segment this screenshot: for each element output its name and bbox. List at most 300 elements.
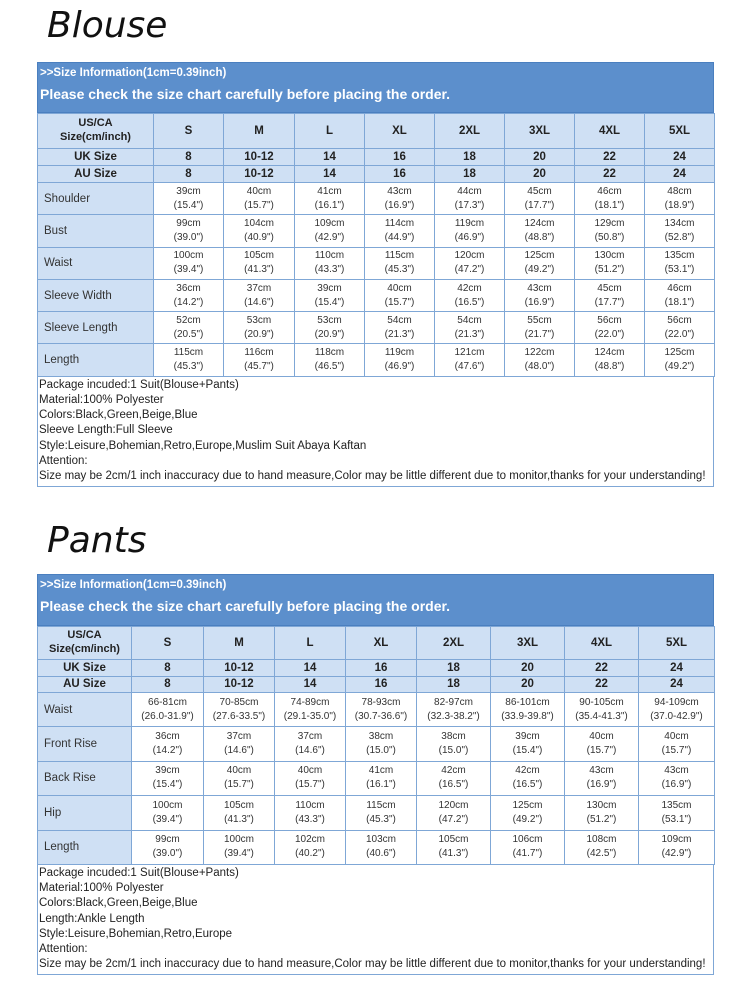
uk-size-cell: 22 xyxy=(575,149,645,166)
uk-size-cell: 8 xyxy=(132,660,204,677)
measurement-inch: (40.9") xyxy=(244,231,274,243)
measurement-cm: 82-97cm xyxy=(434,696,473,708)
size-header-label-line: Size(cm/inch) xyxy=(60,131,131,143)
measurement-cell xyxy=(565,727,639,761)
measurement-row xyxy=(38,247,715,279)
measurement-row xyxy=(38,761,715,795)
measurement-cell xyxy=(575,247,645,279)
measurement-inch: (42.9") xyxy=(314,231,345,243)
measurement-cm: 40cm xyxy=(226,765,252,777)
measurement-cm: 54cm xyxy=(457,314,482,326)
measurement-cm: 43cm xyxy=(387,185,412,197)
measurement-cm: 36cm xyxy=(155,731,180,743)
measurement-cell xyxy=(204,830,275,864)
measurement-cm: 121cm xyxy=(454,347,485,359)
measurement-cell xyxy=(275,761,346,795)
measurement-inch: (44.9") xyxy=(384,231,415,243)
size-header-label-line: Size(cm/inch) xyxy=(49,643,120,655)
measurement-cell xyxy=(435,344,505,376)
au-size-cell: 10-12 xyxy=(224,166,295,183)
measurement-inch: (14.6") xyxy=(224,745,254,757)
measurement-cell xyxy=(204,761,275,795)
uk-size-cell: 10-12 xyxy=(224,149,295,166)
measurement-cm: 120cm xyxy=(438,799,469,811)
measurement-cm: 115cm xyxy=(173,347,204,359)
measurement-inch: (15.7") xyxy=(661,745,692,757)
measurement-cm: 42cm xyxy=(457,282,482,294)
measurement-inch: (41.3") xyxy=(438,848,469,860)
measurement-inch: (17.7") xyxy=(524,199,555,211)
measurement-cell xyxy=(565,830,639,864)
au-size-cell: 24 xyxy=(645,166,715,183)
note-line: Package incuded:1 Suit(Blouse+Pants) xyxy=(39,866,239,879)
measurement-cell xyxy=(154,247,224,279)
measurement-cell xyxy=(346,796,417,830)
measurement-cm: 135cm xyxy=(664,250,695,262)
measurement-cell xyxy=(154,183,224,215)
measurement-cm: 110cm xyxy=(314,250,345,262)
blouse-check-notice: Please check the size chart carefully before placing the order. xyxy=(40,86,451,102)
blouse-notes xyxy=(37,377,714,487)
measurement-cm: 54cm xyxy=(387,314,412,326)
measurement-cell xyxy=(645,312,715,344)
measurement-inch: (14.6") xyxy=(244,296,274,308)
measurement-cm: 105cm xyxy=(438,834,469,846)
measurement-inch: (15.7") xyxy=(295,779,325,791)
measurement-cell xyxy=(639,830,715,864)
measurement-inch: (42.5") xyxy=(586,848,617,860)
measurement-cell xyxy=(639,693,715,727)
measurement-cm: 110cm xyxy=(295,799,325,811)
measurement-cm: 41cm xyxy=(317,185,342,197)
measurement-inch: (16.1") xyxy=(366,779,396,791)
measurement-cell xyxy=(224,344,295,376)
blouse-banner xyxy=(37,62,714,113)
au-size-cell: 20 xyxy=(505,166,575,183)
measurement-inch: (16.9") xyxy=(384,199,415,211)
au-size-cell: 24 xyxy=(639,676,715,693)
measurement-cm: 43cm xyxy=(527,282,552,294)
size-header-label xyxy=(38,114,154,149)
measurement-cell xyxy=(346,727,417,761)
au-size-cell: 14 xyxy=(275,676,346,693)
measurement-cm: 109cm xyxy=(314,217,345,229)
measurement-cm: 90-105cm xyxy=(579,696,624,708)
pants-check-notice: Please check the size chart carefully before placing the order. xyxy=(40,598,451,614)
measurement-cm: 119cm xyxy=(454,217,485,229)
uk-size-cell: 14 xyxy=(275,660,346,677)
measurement-inch: (49.2") xyxy=(664,361,695,373)
measurement-cell xyxy=(132,796,204,830)
au-size-row xyxy=(38,166,715,183)
au-size-cell: 18 xyxy=(435,166,505,183)
measurement-inch: (21.3") xyxy=(384,328,415,340)
measurement-cm: 40cm xyxy=(589,731,614,743)
measurement-inch: (43.3") xyxy=(295,813,325,825)
note-line: Material:100% Polyester xyxy=(39,882,164,895)
size-header-row xyxy=(38,114,715,149)
uk-size-cell: 24 xyxy=(639,660,715,677)
uk-size-cell: 16 xyxy=(346,660,417,677)
measurement-inch: (18.1") xyxy=(664,296,695,308)
measurement-cell xyxy=(275,830,346,864)
measurement-cell xyxy=(295,279,365,311)
uk-size-cell: 18 xyxy=(435,149,505,166)
measurement-cell xyxy=(417,693,491,727)
measurement-cm: 120cm xyxy=(454,250,485,262)
note-line: Material:100% Polyester xyxy=(39,393,164,406)
measurement-label: Sleeve Width xyxy=(38,279,154,311)
measurement-cm: 40cm xyxy=(246,185,272,197)
measurement-inch: (46.9") xyxy=(384,361,415,373)
measurement-cell xyxy=(295,215,365,247)
size-header-cell: 4XL xyxy=(575,114,645,149)
au-size-cell: 10-12 xyxy=(204,676,275,693)
measurement-cm: 103cm xyxy=(365,834,396,846)
au-size-cell: 16 xyxy=(365,166,435,183)
measurement-inch: (45.3") xyxy=(384,264,415,276)
measurement-cell xyxy=(365,279,435,311)
measurement-row xyxy=(38,215,715,247)
measurement-row xyxy=(38,727,715,761)
measurement-cm: 52cm xyxy=(176,314,201,326)
measurement-inch: (45.3") xyxy=(366,813,396,825)
measurement-cell xyxy=(224,215,295,247)
measurement-cell xyxy=(154,215,224,247)
size-header-label xyxy=(38,627,132,660)
measurement-inch: (16.5") xyxy=(438,779,469,791)
au-size-cell: 14 xyxy=(295,166,365,183)
measurement-row xyxy=(38,693,715,727)
measurement-inch: (16.9") xyxy=(524,296,555,308)
measurement-cm: 114cm xyxy=(384,217,415,229)
au-size-cell: 22 xyxy=(565,676,639,693)
size-header-cell: 2XL xyxy=(435,114,505,149)
measurement-cm: 37cm xyxy=(226,731,252,743)
pants-size-chart xyxy=(37,574,714,975)
uk-size-label: UK Size xyxy=(38,660,132,677)
measurement-cell xyxy=(224,279,295,311)
measurement-row xyxy=(38,796,715,830)
measurement-cm: 104cm xyxy=(243,217,274,229)
measurement-cm: 36cm xyxy=(176,282,201,294)
measurement-cm: 108cm xyxy=(586,834,617,846)
size-header-cell: 3XL xyxy=(505,114,575,149)
measurement-row xyxy=(38,830,715,864)
measurement-cm: 119cm xyxy=(384,347,415,359)
measurement-cell xyxy=(575,344,645,376)
measurement-cell xyxy=(204,796,275,830)
measurement-cell xyxy=(224,247,295,279)
measurement-label: Front Rise xyxy=(38,727,132,761)
measurement-cm: 56cm xyxy=(597,314,622,326)
measurement-label: Waist xyxy=(38,247,154,279)
measurement-cell xyxy=(505,215,575,247)
measurement-inch: (16.5") xyxy=(512,779,543,791)
measurement-inch: (48.0") xyxy=(524,361,555,373)
measurement-cm: 37cm xyxy=(297,731,323,743)
measurement-cm: 45cm xyxy=(527,185,552,197)
uk-size-cell: 10-12 xyxy=(204,660,275,677)
measurement-cell xyxy=(275,796,346,830)
measurement-cell xyxy=(575,183,645,215)
measurement-cm: 99cm xyxy=(176,217,201,229)
note-line: Attention: xyxy=(39,454,88,467)
measurement-cell xyxy=(645,215,715,247)
measurement-inch: (21.3") xyxy=(454,328,485,340)
measurement-cm: 99cm xyxy=(155,834,180,846)
uk-size-cell: 8 xyxy=(154,149,224,166)
measurement-cell xyxy=(365,344,435,376)
measurement-inch: (45.3") xyxy=(173,361,204,373)
measurement-cm: 43cm xyxy=(664,765,689,777)
measurement-cell xyxy=(417,830,491,864)
measurement-cm: 40cm xyxy=(297,765,323,777)
measurement-cm: 130cm xyxy=(586,799,617,811)
measurement-cell xyxy=(224,183,295,215)
size-header-cell: S xyxy=(132,627,204,660)
measurement-cell xyxy=(275,693,346,727)
measurement-inch: (39.0") xyxy=(152,848,183,860)
measurement-cell xyxy=(154,344,224,376)
measurement-cell xyxy=(505,279,575,311)
measurement-cell xyxy=(645,247,715,279)
measurement-row xyxy=(38,183,715,215)
size-header-cell: XL xyxy=(346,627,417,660)
measurement-cell xyxy=(565,761,639,795)
uk-size-label: UK Size xyxy=(38,149,154,166)
measurement-cm: 37cm xyxy=(246,282,272,294)
measurement-label: Sleeve Length xyxy=(38,312,154,344)
measurement-cell xyxy=(435,279,505,311)
measurement-cm: 40cm xyxy=(387,282,412,294)
measurement-cell xyxy=(575,279,645,311)
measurement-cell xyxy=(565,693,639,727)
size-header-label-line: US/CA xyxy=(78,117,113,130)
measurement-inch: (39.4") xyxy=(152,813,183,825)
measurement-cell xyxy=(295,183,365,215)
measurement-cell xyxy=(491,761,565,795)
measurement-cell xyxy=(132,693,204,727)
measurement-cm: 86-101cm xyxy=(505,696,550,708)
measurement-inch: (45.7") xyxy=(244,361,274,373)
measurement-inch: (32.3-38.2") xyxy=(427,710,480,722)
measurement-label: Bust xyxy=(38,215,154,247)
measurement-cell xyxy=(505,183,575,215)
measurement-cell xyxy=(417,761,491,795)
au-size-cell: 18 xyxy=(417,676,491,693)
measurement-inch: (27.6-33.5") xyxy=(212,710,266,722)
measurement-cm: 105cm xyxy=(243,250,274,262)
measurement-inch: (16.1") xyxy=(314,199,345,211)
measurement-inch: (16.9") xyxy=(661,779,692,791)
size-header-cell: S xyxy=(154,114,224,149)
measurement-cell xyxy=(491,830,565,864)
measurement-cm: 109cm xyxy=(661,834,692,846)
measurement-cm: 130cm xyxy=(594,250,625,262)
pants-size-info: >>Size Information(1cm=0.39inch) xyxy=(40,579,227,591)
measurement-row xyxy=(38,279,715,311)
measurement-cell xyxy=(204,693,275,727)
measurement-cell xyxy=(154,312,224,344)
size-header-row xyxy=(38,627,715,660)
measurement-cm: 41cm xyxy=(368,765,394,777)
measurement-inch: (48.8") xyxy=(524,231,555,243)
note-line: Package incuded:1 Suit(Blouse+Pants) xyxy=(39,378,239,391)
measurement-cell xyxy=(645,183,715,215)
measurement-inch: (51.2") xyxy=(594,264,625,276)
measurement-inch: (40.2") xyxy=(295,848,325,860)
measurement-inch: (16.5") xyxy=(454,296,485,308)
note-line: Length:Ankle Length xyxy=(39,912,145,925)
measurement-inch: (50.8") xyxy=(594,231,625,243)
note-line: Sleeve Length:Full Sleeve xyxy=(39,424,173,437)
measurement-cell xyxy=(295,247,365,279)
uk-size-row xyxy=(38,149,715,166)
au-size-row xyxy=(38,676,715,693)
measurement-inch: (40.6") xyxy=(366,848,396,860)
measurement-cell xyxy=(491,727,565,761)
note-line: Size may be 2cm/1 inch inaccuracy due to hand measure,Color may be little different due to monitor,thanks for your understanding! xyxy=(39,958,706,971)
au-size-label: AU Size xyxy=(38,166,154,183)
measurement-inch: (47.2") xyxy=(438,813,469,825)
measurement-inch: (53.1") xyxy=(661,813,692,825)
measurement-inch: (46.9") xyxy=(454,231,485,243)
measurement-row xyxy=(38,344,715,376)
measurement-inch: (35.4-41.3") xyxy=(575,710,628,722)
measurement-cm: 135cm xyxy=(661,799,692,811)
measurement-inch: (29.1-35.0") xyxy=(283,710,337,722)
note-line: Style:Leisure,Bohemian,Retro,Europe,Muslim Suit Abaya Kaftan xyxy=(39,439,367,452)
au-size-cell: 22 xyxy=(575,166,645,183)
pants-notes xyxy=(37,865,714,975)
measurement-cell xyxy=(491,693,565,727)
measurement-cm: 40cm xyxy=(664,731,689,743)
measurement-inch: (33.9-39.8") xyxy=(501,710,554,722)
measurement-cell xyxy=(132,830,204,864)
measurement-cm: 55cm xyxy=(527,314,552,326)
measurement-cm: 106cm xyxy=(512,834,543,846)
measurement-inch: (39.4") xyxy=(173,264,204,276)
measurement-inch: (22.0") xyxy=(664,328,695,340)
measurement-cm: 70-85cm xyxy=(219,696,259,708)
measurement-label: Waist xyxy=(38,693,132,727)
measurement-cm: 115cm xyxy=(384,250,415,262)
measurement-cell xyxy=(365,215,435,247)
note-line: Attention: xyxy=(39,942,88,955)
measurement-cell xyxy=(575,215,645,247)
measurement-cell xyxy=(417,727,491,761)
note-line: Colors:Black,Green,Beige,Blue xyxy=(39,897,198,910)
measurement-inch: (20.9") xyxy=(244,328,274,340)
size-header-cell: 5XL xyxy=(645,114,715,149)
size-header-cell: 3XL xyxy=(491,627,565,660)
measurement-cell xyxy=(645,279,715,311)
measurement-inch: (15.0") xyxy=(438,745,469,757)
au-size-cell: 16 xyxy=(346,676,417,693)
size-header-cell: M xyxy=(204,627,275,660)
measurement-cm: 39cm xyxy=(155,765,180,777)
measurement-cm: 125cm xyxy=(664,347,695,359)
measurement-inch: (14.2") xyxy=(152,745,183,757)
measurement-cm: 116cm xyxy=(244,347,274,359)
measurement-cell xyxy=(346,761,417,795)
measurement-label: Length xyxy=(38,344,154,376)
measurement-cell xyxy=(645,344,715,376)
measurement-inch: (20.5") xyxy=(173,328,204,340)
au-size-cell: 8 xyxy=(154,166,224,183)
measurement-inch: (17.3") xyxy=(454,199,485,211)
measurement-inch: (17.7") xyxy=(594,296,625,308)
measurement-cm: 53cm xyxy=(317,314,342,326)
size-header-cell: L xyxy=(275,627,346,660)
measurement-cell xyxy=(132,761,204,795)
size-header-label-line: US/CA xyxy=(67,629,102,642)
measurement-cm: 42cm xyxy=(515,765,540,777)
measurement-cell xyxy=(435,215,505,247)
measurement-cm: 44cm xyxy=(457,185,482,197)
size-header-cell: L xyxy=(295,114,365,149)
measurement-inch: (42.9") xyxy=(661,848,692,860)
measurement-cm: 48cm xyxy=(667,185,692,197)
note-line: Size may be 2cm/1 inch inaccuracy due to hand measure,Color may be little different due to monitor,thanks for your understanding! xyxy=(39,470,706,482)
measurement-label: Back Rise xyxy=(38,761,132,795)
measurement-inch: (46.5") xyxy=(314,361,345,373)
measurement-inch: (22.0") xyxy=(594,328,625,340)
measurement-cm: 39cm xyxy=(317,282,342,294)
blouse-size-table xyxy=(37,113,715,377)
measurement-cm: 125cm xyxy=(512,799,543,811)
uk-size-cell: 16 xyxy=(365,149,435,166)
measurement-inch: (37.0-42.9") xyxy=(650,710,703,722)
measurement-inch: (15.4") xyxy=(512,745,543,757)
measurement-label: Hip xyxy=(38,796,132,830)
measurement-inch: (47.2") xyxy=(454,264,485,276)
uk-size-cell: 20 xyxy=(505,149,575,166)
measurement-cell xyxy=(346,830,417,864)
measurement-inch: (15.7") xyxy=(224,779,254,791)
measurement-inch: (53.1") xyxy=(664,264,695,276)
measurement-cell xyxy=(346,693,417,727)
measurement-cm: 45cm xyxy=(597,282,622,294)
measurement-inch: (15.4") xyxy=(152,779,183,791)
measurement-cm: 38cm xyxy=(368,731,394,743)
measurement-cm: 74-89cm xyxy=(290,696,330,708)
measurement-cm: 124cm xyxy=(594,347,625,359)
uk-size-cell: 18 xyxy=(417,660,491,677)
measurement-inch: (49.2") xyxy=(512,813,543,825)
measurement-cell xyxy=(639,796,715,830)
measurement-inch: (15.7") xyxy=(384,296,415,308)
measurement-cm: 118cm xyxy=(314,347,345,359)
measurement-cm: 129cm xyxy=(594,217,625,229)
pants-title: Pants xyxy=(47,520,147,561)
measurement-inch: (15.0") xyxy=(366,745,396,757)
measurement-cell xyxy=(365,312,435,344)
measurement-cm: 46cm xyxy=(597,185,622,197)
measurement-row xyxy=(38,312,715,344)
uk-size-cell: 14 xyxy=(295,149,365,166)
size-header-cell: M xyxy=(224,114,295,149)
measurement-inch: (14.2") xyxy=(173,296,204,308)
uk-size-row xyxy=(38,660,715,677)
size-header-cell: 2XL xyxy=(417,627,491,660)
measurement-cell xyxy=(575,312,645,344)
measurement-inch: (15.7") xyxy=(586,745,617,757)
measurement-cm: 66-81cm xyxy=(148,696,187,708)
measurement-cell xyxy=(491,796,565,830)
measurement-label: Length xyxy=(38,830,132,864)
